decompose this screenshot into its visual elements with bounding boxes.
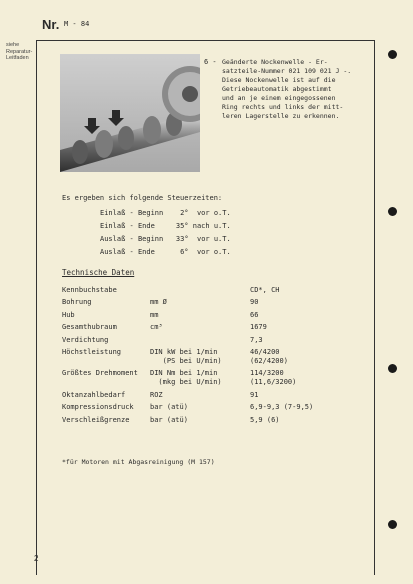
- timing-degrees: 33°: [175, 235, 189, 243]
- header-code: M - 84: [64, 20, 90, 28]
- side-label-line: siehe: [6, 42, 20, 48]
- technical-unit: cm³: [150, 323, 163, 331]
- binder-hole: [388, 50, 397, 59]
- technical-value: 1679: [250, 323, 267, 331]
- technical-label: Oktanzahlbedarf: [62, 391, 126, 399]
- page-number: 2: [34, 554, 39, 563]
- timing-valve: Einlaß -: [100, 222, 134, 230]
- technical-label: Kennbuchstabe: [62, 286, 117, 294]
- binder-hole: [388, 364, 397, 373]
- timing-row: [100, 248, 231, 256]
- timing-row: [100, 222, 231, 230]
- timing-row: [100, 209, 231, 217]
- timing-valve: Auslaß -: [100, 248, 134, 256]
- camshaft-photo: [60, 54, 200, 172]
- frame-top-line: [36, 40, 374, 41]
- technical-value: 90: [250, 298, 259, 306]
- timing-event: Beginn: [137, 235, 164, 243]
- timing-valve: Auslaß -: [100, 235, 134, 243]
- timing-event: Ende: [137, 222, 155, 230]
- technical-label: Größtes Drehmoment: [62, 369, 138, 377]
- timing-relation: vor o.T.: [196, 248, 231, 256]
- timing-relation: nach u.T.: [192, 222, 231, 230]
- technical-label: Verdichtung: [62, 336, 109, 344]
- timing-degrees: 6°: [180, 248, 189, 256]
- side-reference-label: [6, 42, 32, 62]
- side-label-line: Leitfaden: [6, 55, 29, 61]
- technical-unit: DIN Nm bei 1/min (mkg bei U/min): [150, 369, 222, 386]
- header-number-label: Nr.: [42, 17, 60, 32]
- timing-event: Ende: [137, 248, 155, 256]
- technical-label: Hub: [62, 311, 75, 319]
- technical-value: CD*, CH: [250, 286, 280, 294]
- technical-value: 46/4200 (62/4200): [250, 348, 288, 365]
- technical-label: Verschleißgrenze: [62, 416, 130, 424]
- footnote: *für Motoren mit Abgasreinigung (M 157): [62, 458, 215, 466]
- technical-unit: ROZ: [150, 391, 163, 399]
- frame-left-line: [36, 40, 37, 575]
- side-label-line: Reparatur-: [6, 48, 33, 55]
- technical-unit: bar (atü): [150, 403, 188, 411]
- technical-value: 66: [250, 311, 259, 319]
- technical-value: 91: [250, 391, 259, 399]
- technical-label: Gesamthubraum: [62, 323, 117, 331]
- binder-hole: [388, 520, 397, 529]
- timing-relation: vor u.T.: [196, 235, 231, 243]
- timing-degrees: 35°: [175, 222, 189, 230]
- technical-unit: DIN kW bei 1/min (PS bei U/min): [150, 348, 222, 365]
- technical-unit: mm Ø: [150, 298, 167, 306]
- technical-label: Kompressionsdruck: [62, 403, 134, 411]
- technical-label: Höchstleistung: [62, 348, 122, 356]
- timing-valve: Einlaß -: [100, 209, 134, 217]
- binder-hole: [388, 207, 397, 216]
- frame-right-line: [374, 40, 375, 575]
- technical-label: Bohrung: [62, 298, 92, 306]
- timing-intro: Es ergeben sich folgende Steuerzeiten:: [62, 194, 223, 202]
- technical-data-heading: Technische Daten: [62, 268, 135, 277]
- technical-value: 7,3: [250, 336, 263, 344]
- timing-relation: vor o.T.: [196, 209, 231, 217]
- technical-value: 114/3200 (11,6/3200): [250, 369, 297, 386]
- figure-number: 6 -: [204, 58, 217, 66]
- technical-value: 6,9-9,3 (7-9,5): [250, 403, 314, 411]
- timing-event: Beginn: [137, 209, 164, 217]
- technical-unit: bar (atü): [150, 416, 188, 424]
- technical-value: 5,9 (6): [250, 416, 280, 424]
- figure-caption: Geänderte Nockenwelle - Er- satzteile-Nummer 021 109 021 J -. Diese Nockenwelle ist auf die Getriebeautomatik abgestimmt und an je einem eingegossenen Ring rechts und links der mitt- leren Lagerstelle zu erkennen.: [222, 58, 352, 120]
- timing-row: [100, 235, 231, 243]
- technical-unit: mm: [150, 311, 159, 319]
- timing-degrees: 2°: [180, 209, 189, 217]
